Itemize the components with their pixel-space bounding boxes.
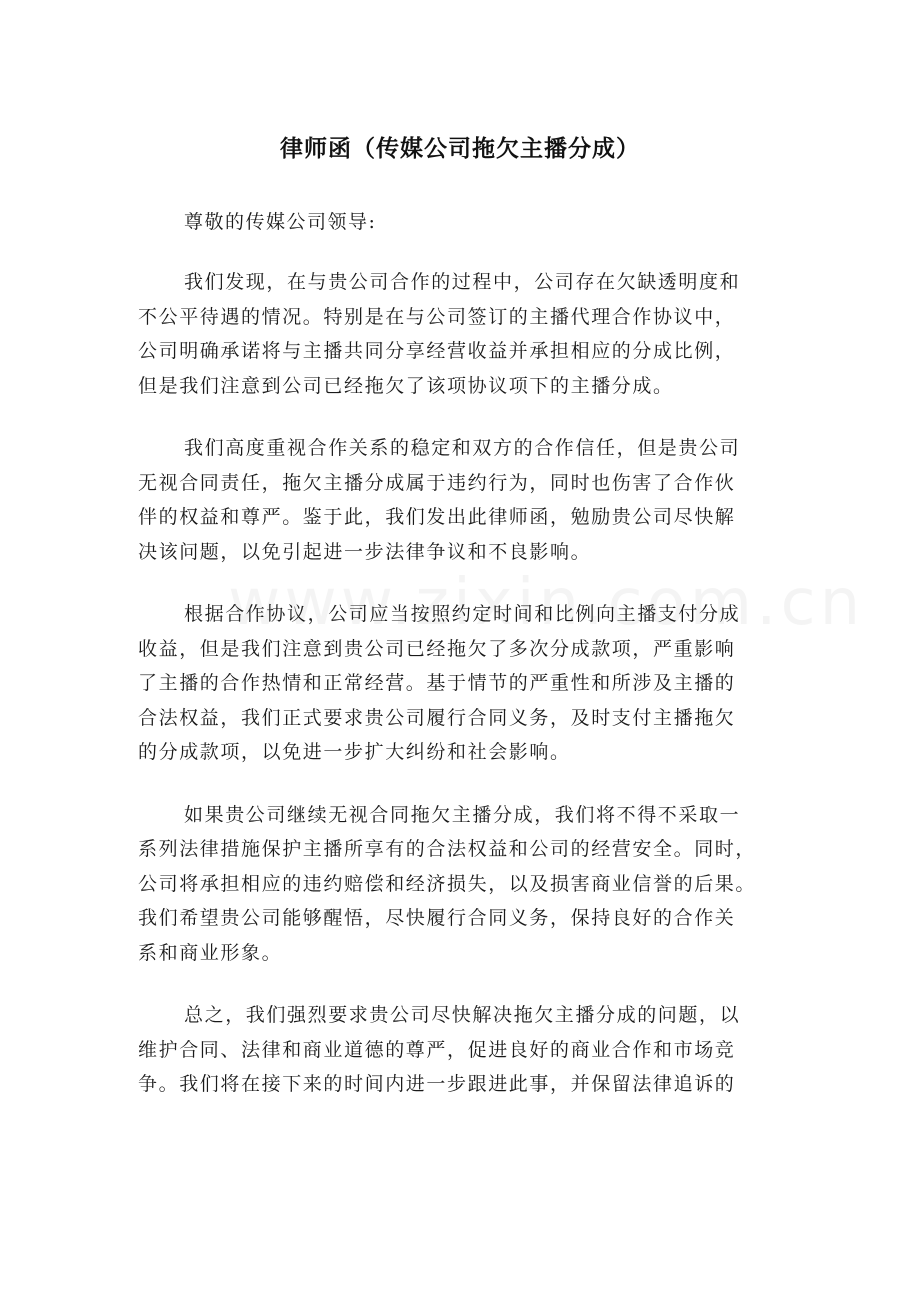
- text-line: 公司将承担相应的违约赔偿和经济损失，以及损害商业信誉的后果。: [138, 872, 757, 895]
- text-line: 合法权益，我们正式要求贵公司履行合同义务，及时支付主播拖欠: [138, 706, 736, 729]
- text-line: 收益，但是我们注意到贵公司已经拖欠了多次分成款项，严重影响: [138, 637, 736, 660]
- text-line: 了主播的合作热情和正常经营。基于情节的严重性和所涉及主播的: [138, 672, 736, 694]
- text-line: 但是我们注意到公司已经拖欠了该项协议项下的主播分成。: [138, 374, 674, 397]
- text-line: 不公平待遇的情况。特别是在与公司签订的主播代理合作协议中，: [138, 305, 736, 328]
- text-line: 的分成款项，以免进一步扩大纠纷和社会影响。: [138, 741, 571, 763]
- paragraph-2: [138, 431, 828, 569]
- text-line: 伴的权益和尊严。鉴于此，我们发出此律师函，勉励贵公司尽快解: [138, 506, 736, 528]
- text-line: 如果贵公司继续无视合同拖欠主播分成，我们将不得不采取一: [184, 803, 741, 826]
- text-line: 无视合同责任，拖欠主播分成属于违约行为，同时也伤害了合作伙: [138, 471, 736, 494]
- paragraph-3: [138, 597, 828, 770]
- paragraph-1: [138, 265, 828, 403]
- text-line: 我们高度重视合作关系的稳定和双方的合作信任，但是贵公司: [184, 437, 741, 459]
- text-line: 我们希望贵公司能够醒悟，尽快履行合同义务，保持良好的合作关: [138, 907, 736, 929]
- salutation: 尊敬的传媒公司领导:: [184, 211, 377, 233]
- letter-body: [138, 205, 828, 1130]
- text-line: 总之，我们强烈要求贵公司尽快解决拖欠主播分成的问题，以: [184, 1004, 741, 1026]
- text-line: 系和商业形象。: [138, 941, 283, 964]
- text-line: 争。我们将在接下来的时间内进一步跟进此事，并保留法律追诉的: [138, 1073, 736, 1095]
- text-line: 维护合同、法律和商业道德的尊严，促进良好的商业合作和市场竞: [138, 1038, 736, 1061]
- text-line: 决该问题，以免引起进一步法律争议和不良影响。: [138, 540, 592, 563]
- page-title: 律师函（传媒公司拖欠主播分成）: [280, 136, 640, 162]
- paragraph-4: [138, 798, 828, 971]
- text-line: 公司明确承诺将与主播共同分享经营收益并承担相应的分成比例，: [138, 340, 736, 362]
- text-line: 系列法律措施保护主播所享有的合法权益和公司的经营安全。同时，: [138, 838, 757, 860]
- text-line: 我们发现，在与贵公司合作的过程中，公司存在欠缺透明度和: [184, 271, 741, 293]
- text-line: 根据合作协议，公司应当按照约定时间和比例向主播支付分成: [184, 603, 741, 625]
- paragraph-5: [138, 998, 828, 1102]
